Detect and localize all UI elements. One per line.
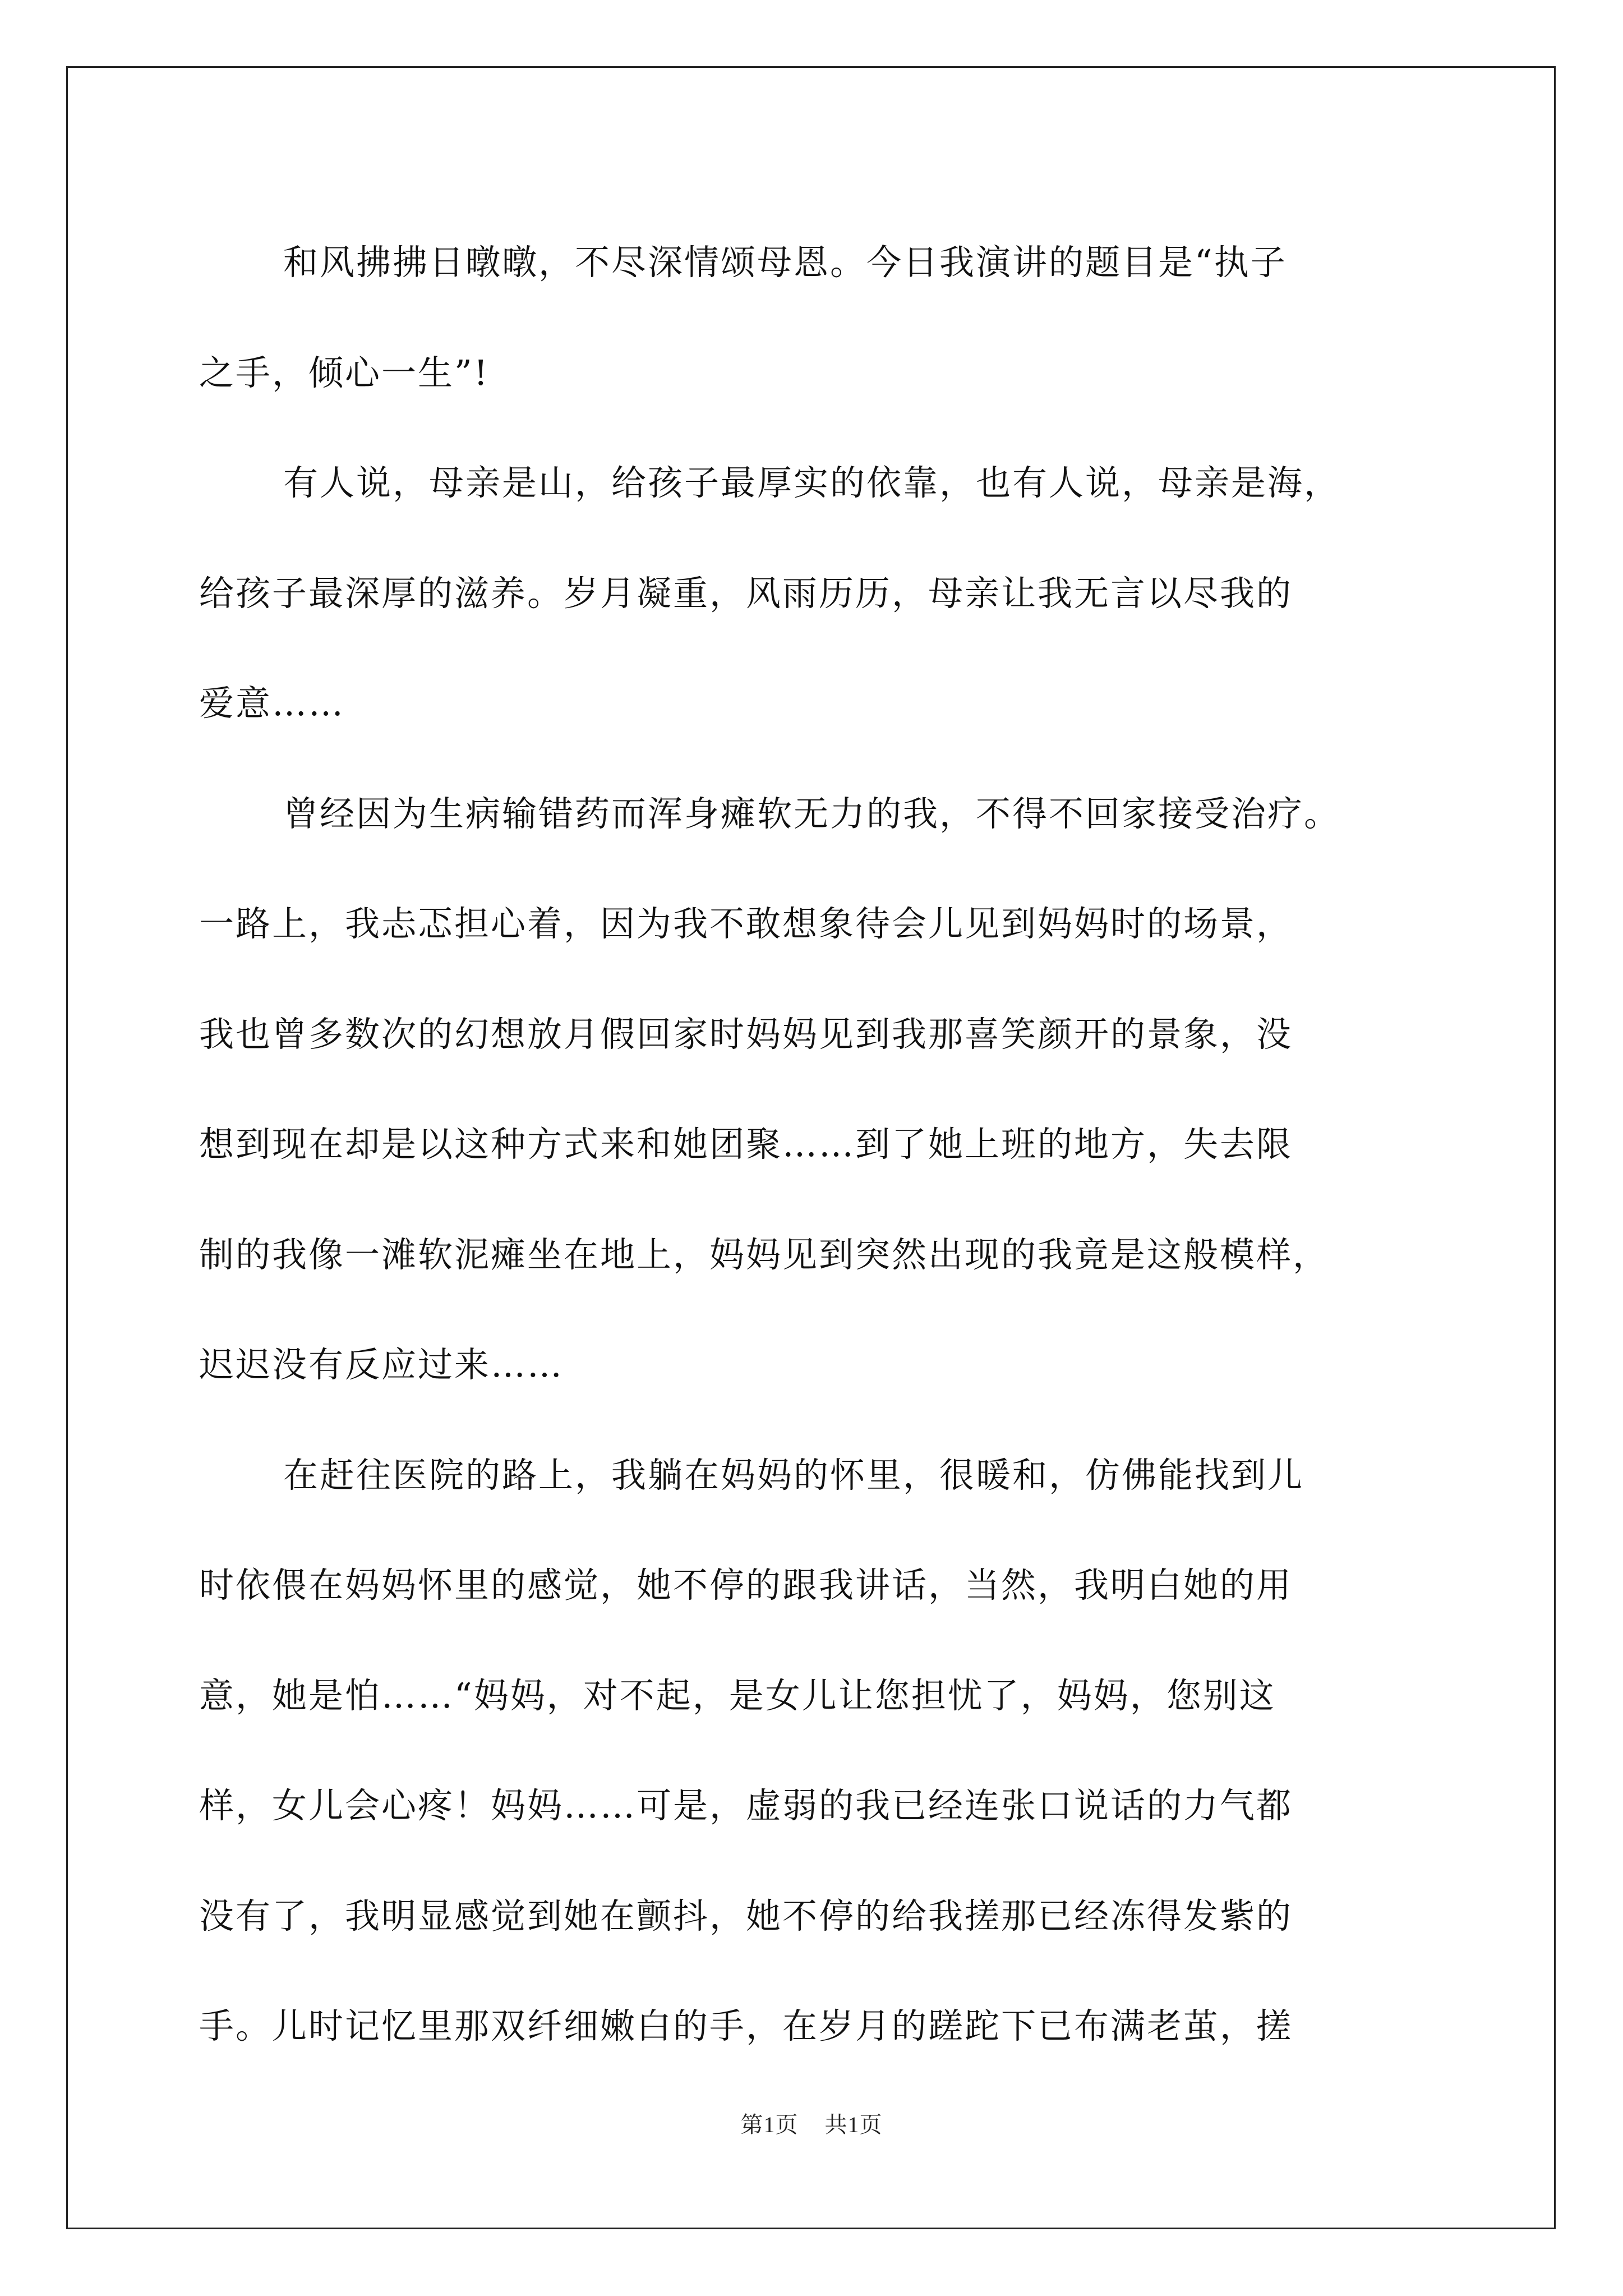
text-line: 在赶往医院的路上，我躺在妈妈的怀里，很暖和，仿佛能找到儿	[283, 1454, 1304, 1496]
text-line: 时依偎在妈妈怀里的感觉，她不停的跟我讲话，当然，我明白她的用	[199, 1565, 1293, 1605]
text-line: 想到现在却是以这种方式来和她团聚……到了她上班的地方，失去限	[199, 1124, 1293, 1165]
text-line: 没有了，我明显感觉到她在颤抖，她不停的给我搓那已经冻得发紫的	[199, 1895, 1293, 1936]
page-total: 共1页	[824, 2112, 883, 2137]
paragraph-1	[199, 208, 1433, 428]
text-line: 意，她是怕……“妈妈，对不起，是女儿让您担忧了，妈妈，您别这	[199, 1674, 1276, 1716]
paragraph-4	[199, 1420, 1433, 2082]
text-line: 手。儿时记忆里那双纤细嫩白的手，在岁月的蹉跎下已布满老茧，搓	[199, 2005, 1293, 2046]
page-footer	[0, 2107, 1623, 2139]
paragraph-3	[199, 759, 1433, 1420]
page-number: 第1页	[740, 2112, 799, 2137]
text-line: 样，女儿会心疼！妈妈……可是，虚弱的我已经连张口说话的力气都	[199, 1785, 1293, 1826]
text-line: 迟迟没有反应过来……	[199, 1344, 564, 1385]
text-line: 制的我像一滩软泥瘫坐在地上，妈妈见到突然出现的我竟是这般模样，	[199, 1234, 1330, 1275]
text-line: 和风拂拂日暾暾，不尽深情颂母恩。今日我演讲的题目是“执子	[283, 242, 1287, 283]
text-line: 有人说，母亲是山，给孩子最厚实的依靠，也有人说，母亲是海，	[283, 462, 1341, 503]
text-line: 给孩子最深厚的滋养。岁月凝重，风雨历历，母亲让我无言以尽我的	[199, 572, 1293, 614]
document-body	[199, 208, 1433, 2082]
text-line: 之手，倾心一生”!	[199, 352, 490, 393]
text-line: 我也曾多数次的幻想放月假回家时妈妈见到我那喜笑颜开的景象，没	[199, 1013, 1293, 1055]
text-line: 一路上，我忐忑担心着，因为我不敢想象待会儿见到妈妈时的场景，	[199, 903, 1293, 944]
text-line: 曾经因为生病输错药而浑身瘫软无力的我，不得不回家接受治疗。	[283, 793, 1341, 834]
paragraph-2	[199, 428, 1433, 759]
text-line: 爱意……	[199, 683, 345, 724]
